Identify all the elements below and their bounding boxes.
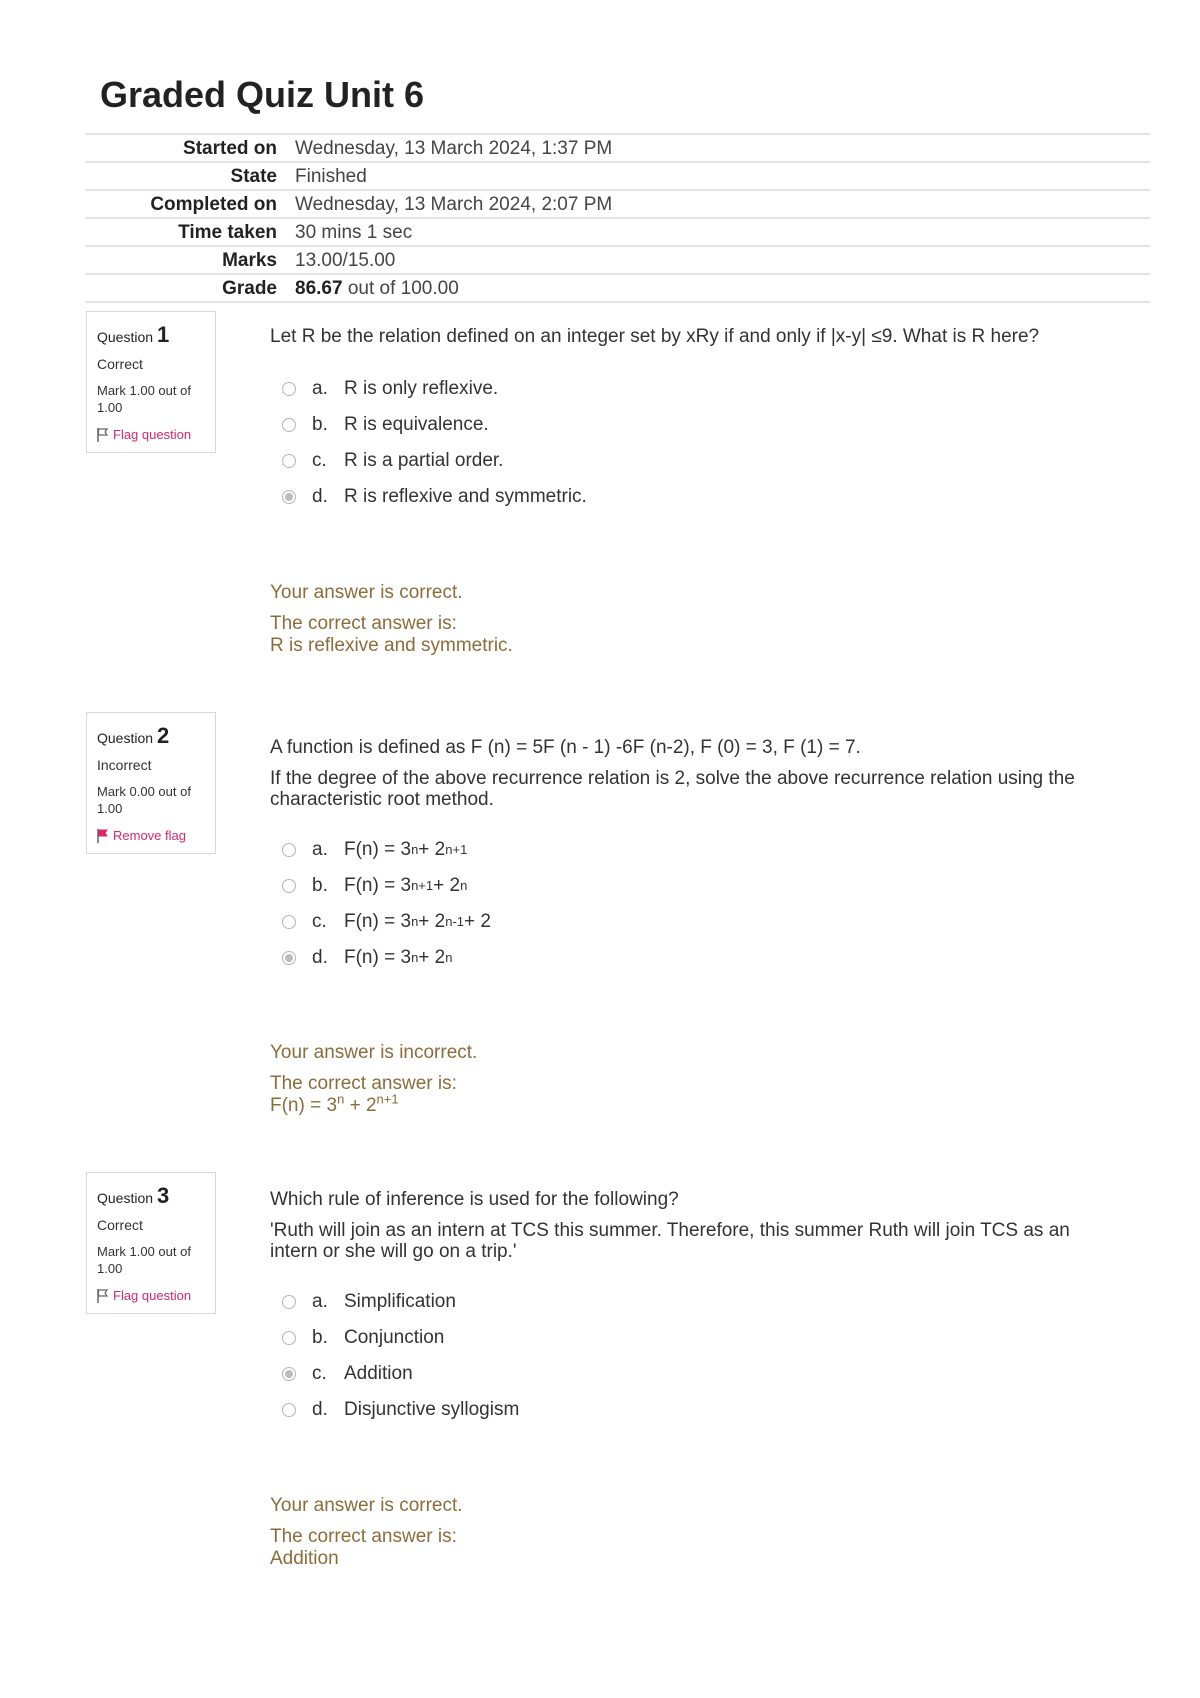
- flag-label: Remove flag: [113, 828, 186, 843]
- question-text: Which rule of inference is used for the following?: [270, 1189, 679, 1210]
- answer-option-d[interactable]: d. Disjunctive syllogism: [270, 1392, 1080, 1428]
- feedback-result: Your answer is correct.: [270, 582, 463, 603]
- summary-label: Completed on: [150, 194, 277, 215]
- question-info-2: [86, 712, 216, 854]
- question-content-3: [270, 1189, 1080, 1428]
- summary-label: Time taken: [178, 222, 277, 243]
- correct-answer: R is reflexive and symmetric.: [270, 635, 513, 656]
- question-mark: Mark 1.00 out of 1.00: [97, 383, 191, 415]
- summary-row-time-taken: [85, 218, 1150, 246]
- flag-outline-icon: [97, 1289, 109, 1303]
- summary-value: [277, 274, 1150, 302]
- radio-button[interactable]: [282, 915, 296, 929]
- question-text: A function is defined as F (n) = 5F (n - 1) -6F (n-2), F (0) = 3, F (1) = 7.: [270, 737, 861, 758]
- radio-button[interactable]: [282, 382, 296, 396]
- summary-value: Wednesday, 13 March 2024, 2:07 PM: [295, 194, 613, 215]
- grade-value: 86.67: [295, 278, 343, 299]
- radio-button-selected[interactable]: [282, 490, 296, 504]
- question-mark: Mark 0.00 out of 1.00: [97, 784, 191, 816]
- correct-answer: $F(n) = 3^n + 2^{n+1}$: [270, 1091, 399, 1116]
- radio-button-selected[interactable]: [282, 1367, 296, 1381]
- flag-label: Flag question: [113, 1288, 192, 1303]
- feedback-2: [270, 1042, 477, 1117]
- summary-label: Marks: [222, 250, 277, 271]
- question-info-1: [86, 311, 216, 453]
- radio-button[interactable]: [282, 1403, 296, 1417]
- summary-value: Wednesday, 13 March 2024, 1:37 PM: [295, 138, 613, 159]
- quiz-summary-table: [85, 133, 1150, 303]
- radio-button[interactable]: [282, 454, 296, 468]
- radio-button[interactable]: [282, 1331, 296, 1345]
- question-info-3: [86, 1172, 216, 1314]
- flag-outline-icon: [97, 428, 109, 442]
- summary-value: 13.00/15.00: [295, 250, 396, 271]
- summary-row-state: [85, 162, 1150, 190]
- answer-option-d[interactable]: d. F(n) = 3 n + 2 n: [270, 940, 1080, 976]
- answer-options: [270, 371, 1080, 515]
- flag-question-link[interactable]: [97, 426, 205, 444]
- question-number: Question 1: [97, 322, 170, 347]
- question-content-1: [270, 326, 1080, 515]
- answer-option-b[interactable]: b. F(n) = 3 n+1 + 2 n: [270, 868, 1080, 904]
- answer-option-a[interactable]: a. F(n) = 3 n + 2 n+1: [270, 832, 1080, 868]
- summary-row-started: [85, 134, 1150, 162]
- remove-flag-link[interactable]: [97, 827, 205, 845]
- question-text-2: If the degree of the above recurrence relation is 2, solve the above recurrence relation using the characteristic root method.: [270, 768, 1075, 810]
- correct-answer-label: The correct answer is:: [270, 1073, 457, 1094]
- answer-option-d[interactable]: d. R is reflexive and symmetric.: [270, 479, 1080, 515]
- summary-row-completed: [85, 190, 1150, 218]
- feedback-result: Your answer is incorrect.: [270, 1042, 478, 1063]
- radio-button[interactable]: [282, 1295, 296, 1309]
- summary-value: 30 mins 1 sec: [295, 222, 413, 243]
- grade-suffix: out of 100.00: [342, 278, 459, 299]
- question-number: Question 3: [97, 1183, 170, 1208]
- flag-question-link[interactable]: [97, 1287, 205, 1305]
- correct-answer-label: The correct answer is:: [270, 613, 457, 634]
- feedback-3: [270, 1495, 463, 1570]
- question-text: Let R be the relation defined on an integer set by xRy if and only if |x-y| ≤9. What is R here?: [270, 326, 1040, 347]
- question-content-2: [270, 737, 1080, 976]
- radio-button[interactable]: [282, 879, 296, 893]
- question-text-2: 'Ruth will join as an intern at TCS this summer. Therefore, this summer Ruth will join TCS as an intern or she will go on a trip.': [270, 1220, 1070, 1262]
- summary-row-grade: [85, 274, 1150, 302]
- answer-option-a[interactable]: a. Simplification: [270, 1284, 1080, 1320]
- radio-button-selected[interactable]: [282, 951, 296, 965]
- feedback-1: [270, 582, 513, 657]
- flag-filled-icon: [97, 829, 109, 843]
- question-mark: Mark 1.00 out of 1.00: [97, 1244, 191, 1276]
- question-state: Correct: [97, 1217, 143, 1233]
- radio-button[interactable]: [282, 418, 296, 432]
- summary-value: Finished: [295, 166, 367, 187]
- feedback-result: Your answer is correct.: [270, 1495, 463, 1516]
- answer-options: [270, 832, 1080, 976]
- answer-option-c[interactable]: c. Addition: [270, 1356, 1080, 1392]
- answer-options: [270, 1284, 1080, 1428]
- answer-option-b[interactable]: b. R is equivalence.: [270, 407, 1080, 443]
- summary-label: State: [230, 166, 277, 187]
- summary-row-marks: [85, 246, 1150, 274]
- summary-label: Started on: [183, 138, 277, 159]
- flag-label: Flag question: [113, 427, 192, 442]
- question-state: Incorrect: [97, 757, 152, 773]
- summary-label: Grade: [222, 278, 277, 299]
- answer-option-b[interactable]: b. Conjunction: [270, 1320, 1080, 1356]
- correct-answer: Addition: [270, 1548, 339, 1569]
- radio-button[interactable]: [282, 843, 296, 857]
- question-state: Correct: [97, 356, 143, 372]
- answer-option-c[interactable]: c. F(n) = 3 n + 2 n-1 + 2: [270, 904, 1080, 940]
- answer-option-c[interactable]: c. R is a partial order.: [270, 443, 1080, 479]
- correct-answer-label: The correct answer is:: [270, 1526, 457, 1547]
- question-number: Question 2: [97, 723, 170, 748]
- page-title: Graded Quiz Unit 6: [100, 74, 425, 115]
- answer-option-a[interactable]: a. R is only reflexive.: [270, 371, 1080, 407]
